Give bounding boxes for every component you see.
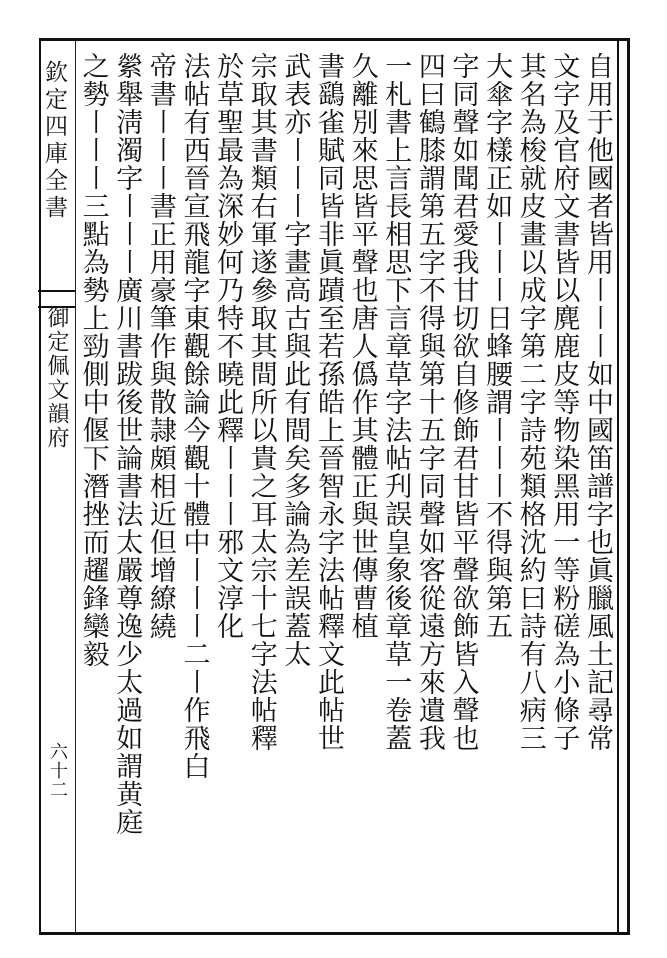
- frame-top-border: [40, 38, 628, 41]
- text-column-6: 四曰鶴膝謂第五字不得與第十五字同聲如客從遠方來遺我: [413, 52, 445, 752]
- text-column-1: 自用于他國者皆用〡〡〡如中國笛譜字也眞臘風土記尋常: [582, 52, 613, 752]
- text-column-4: 大傘字樣正如〡〡〡日蜂腰謂〡〡〡不得與第五: [481, 52, 513, 640]
- text-column-9: 書鷂雀賦同皆非眞蹟至若孫皓上晉智永字法帖釋文此帖世: [313, 52, 344, 752]
- text-column-2: 文字及官府文書皆以麂鹿皮等物染黑用一等粉磋為小條子: [548, 52, 580, 752]
- text-column-3: 其名為梭就皮畫以成字第二字詩苑類格沈約曰詩有八病三: [514, 52, 546, 752]
- text-column-16: 之勢〡〡〡三點為勢上勁側中偃下潛挫而趯鋒欒毅: [77, 52, 109, 668]
- running-header: 欽定四庫全書: [41, 60, 67, 222]
- text-column-5: 字同聲如聞君愛我甘切欲自修飾君甘皆平聲欲飾皆入聲也: [447, 52, 479, 752]
- text-column-14: 帝書〡〡〡書正用豪筆作與散隷頗相近但增繚繞: [144, 52, 176, 640]
- frame-right-border: [627, 38, 630, 935]
- text-column-7: 一札書上言長相思下言章草字法帖刋誤皇象後章草一卷蓋: [380, 52, 412, 752]
- frame-inner-rule: [617, 41, 619, 932]
- text-column-13: 法帖有西晉宣飛龍字東觀餘論今觀十體中〡〡〡二〡作飛白: [178, 52, 210, 780]
- text-column-15: 縈舉淸濁字〡〡〡廣川書跋後世論書法太嚴尊逸少太過如謂黄庭: [111, 52, 143, 836]
- frame-bottom-border: [40, 932, 628, 935]
- text-column-11: 宗取其書類右軍遂參取其間所以貴之耳太宗十七字法帖釋: [245, 52, 277, 752]
- text-column-10: 武表亦〡〡〡字畫高古與此有間矣多論為差誤蓋太: [279, 52, 311, 668]
- text-column-12: 於草聖最為深妙何乃特不曉此釋〡〡〡邪文淳化: [212, 52, 244, 640]
- page-number: 六十二: [47, 742, 68, 799]
- book-title: 御定佩文韻府: [44, 306, 69, 450]
- text-column-8: 久離別來思皆平聲也唐人僞作其體正與世傳曹植: [346, 52, 378, 640]
